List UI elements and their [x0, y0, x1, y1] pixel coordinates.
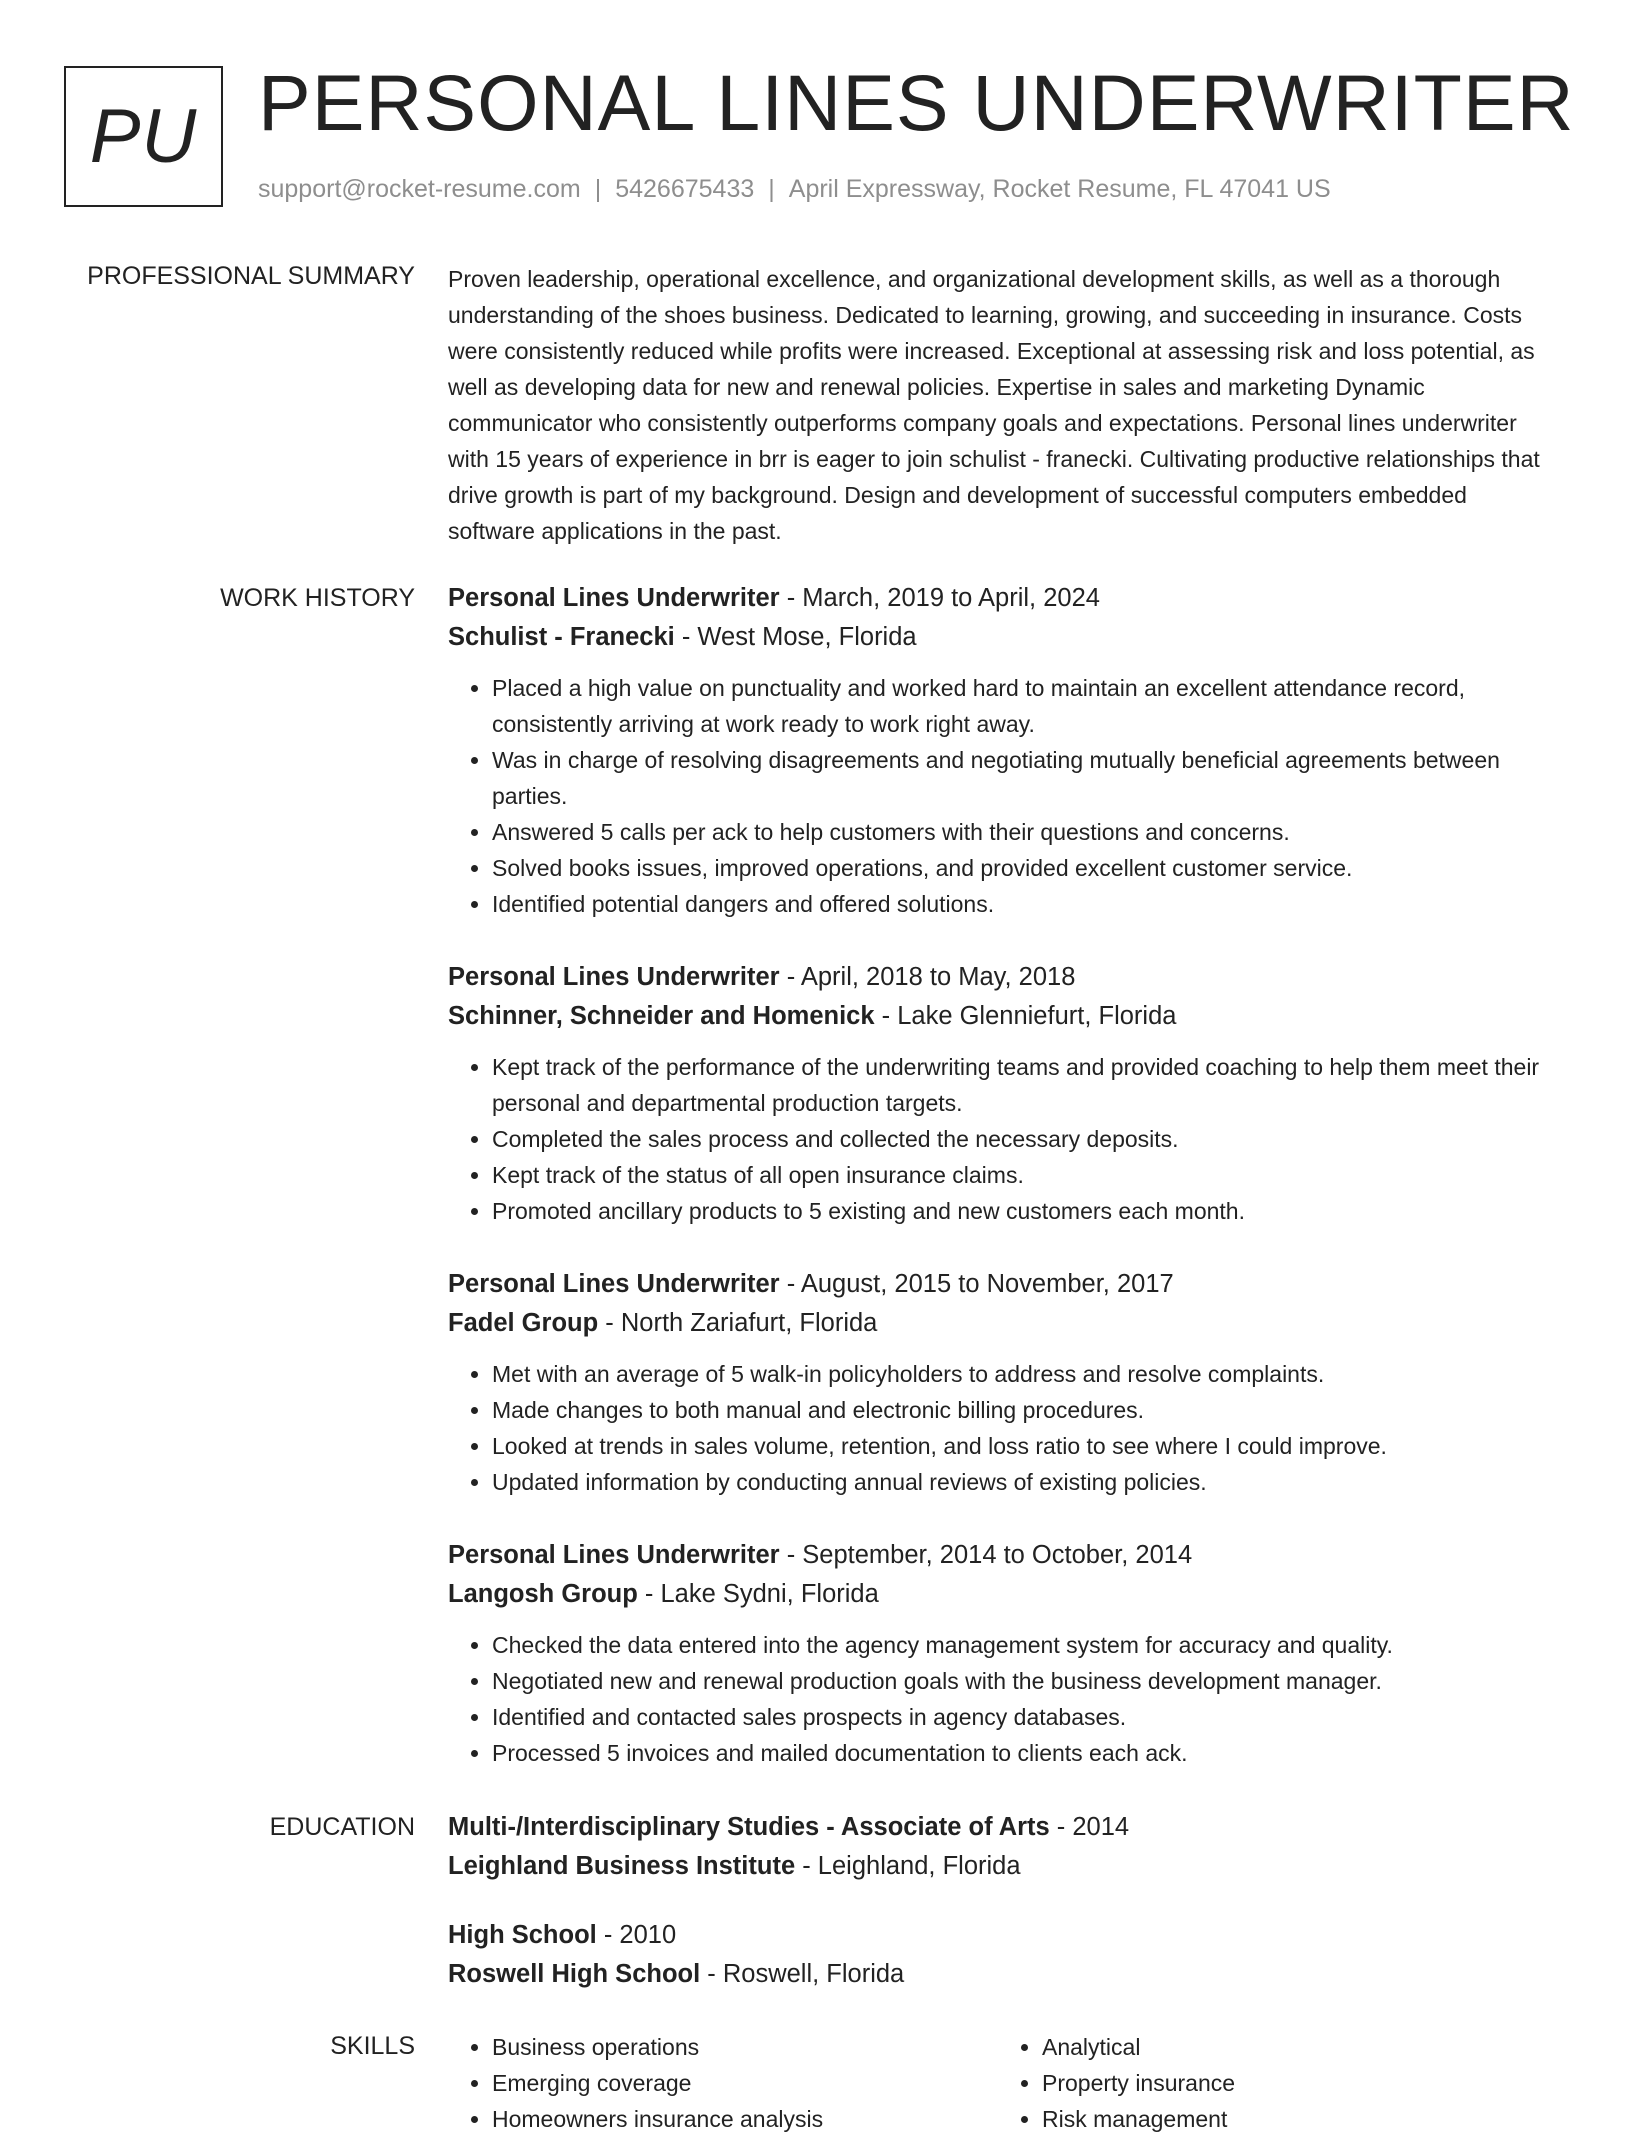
education-school-line [448, 1955, 1560, 1994]
skill-item: • Business operations [492, 2029, 998, 2065]
section-label-skills: SKILLS [330, 2032, 415, 2060]
job-title-line [448, 958, 1560, 997]
job-bullet: • Made changes to both manual and electronic billing procedures. [492, 1392, 1560, 1428]
job-company-line [448, 1304, 1560, 1343]
summary-section [448, 261, 1560, 549]
education-school-line [448, 1847, 1560, 1886]
skills-list [998, 2029, 1548, 2137]
job-bullets [448, 1049, 1560, 1229]
job-bullet: • Answered 5 calls per ack to help customers with their questions and concerns. [492, 814, 1560, 850]
skills-list [448, 2029, 998, 2137]
monogram-badge [64, 66, 223, 207]
job-bullet: • Updated information by conducting annual reviews of existing policies. [492, 1464, 1560, 1500]
skill-item: • Emerging coverage [492, 2065, 998, 2101]
job-bullet: • Promoted ancillary products to 5 existing and new customers each month. [492, 1193, 1560, 1229]
section-label-education: EDUCATION [269, 1813, 415, 1841]
skills-section [448, 2029, 1560, 2137]
education-section [448, 1808, 1560, 2024]
job-company: Fadel Group [448, 1309, 599, 1337]
resume-title: PERSONAL LINES UNDERWRITER [258, 58, 1575, 147]
education-location: - Leighland, Florida [795, 1852, 1021, 1880]
job-bullet: • Was in charge of resolving disagreements and negotiating mutually beneficial agreements between parties. [492, 742, 1560, 814]
job-entry [448, 579, 1560, 922]
job-location: - Lake Glenniefurt, Florida [874, 1002, 1177, 1030]
section-label-work-history: WORK HISTORY [220, 584, 415, 612]
contact-separator: | [768, 175, 775, 203]
education-year: - 2014 [1049, 1813, 1130, 1841]
job-company-line [448, 618, 1560, 657]
job-bullet: • Looked at trends in sales volume, retention, and loss ratio to see where I could improve. [492, 1428, 1560, 1464]
contact-line [258, 175, 1331, 204]
job-dates: - March, 2019 to April, 2024 [779, 584, 1100, 612]
skills-grid [448, 2029, 1560, 2137]
job-entry [448, 958, 1560, 1229]
contact-separator: | [594, 175, 602, 203]
job-location: - West Mose, Florida [674, 623, 917, 651]
job-bullet: • Identified potential dangers and offered solutions. [492, 886, 1560, 922]
job-bullets [448, 1356, 1560, 1500]
job-title: Personal Lines Underwriter [448, 963, 780, 991]
job-title: Personal Lines Underwriter [448, 1270, 780, 1298]
job-company: Schinner, Schneider and Homenick [448, 1002, 875, 1030]
job-bullet: • Kept track of the performance of the underwriting teams and provided coaching to help them meet their personal and departmental production targets. [492, 1049, 1560, 1121]
job-entry [448, 1265, 1560, 1500]
job-title-line [448, 579, 1560, 618]
job-dates: - September, 2014 to October, 2014 [779, 1541, 1193, 1569]
contact-email[interactable]: support@rocket-resume.com [258, 175, 581, 203]
contact-address: April Expressway, Rocket Resume, FL 47041 US [788, 175, 1331, 203]
job-entry [448, 1536, 1560, 1771]
job-location: - Lake Sydni, Florida [637, 1580, 879, 1608]
job-bullet: • Solved books issues, improved operations, and provided excellent customer service. [492, 850, 1560, 886]
job-bullets [448, 1627, 1560, 1771]
job-dates: - April, 2018 to May, 2018 [779, 963, 1076, 991]
job-bullet: • Completed the sales process and collected the necessary deposits. [492, 1121, 1560, 1157]
job-title-line [448, 1265, 1560, 1304]
job-company: Schulist - Franecki [448, 623, 675, 651]
education-school: Roswell High School [448, 1960, 701, 1988]
job-bullet: • Processed 5 invoices and mailed documentation to clients each ack. [492, 1735, 1560, 1771]
job-location: - North Zariafurt, Florida [598, 1309, 878, 1337]
monogram-initials: PU [89, 94, 198, 179]
education-year: - 2010 [596, 1921, 677, 1949]
job-dates: - August, 2015 to November, 2017 [779, 1270, 1174, 1298]
skills-column-right [998, 2029, 1548, 2137]
skill-item: • Homeowners insurance analysis [492, 2101, 998, 2137]
job-bullets [448, 670, 1560, 922]
job-company-line [448, 1575, 1560, 1614]
skill-item: • Property insurance [1042, 2065, 1548, 2101]
section-label-summary: PROFESSIONAL SUMMARY [87, 262, 415, 290]
contact-phone[interactable]: 5426675433 [615, 175, 755, 203]
skills-column-left [448, 2029, 998, 2137]
job-company-line [448, 997, 1560, 1036]
job-title-line [448, 1536, 1560, 1575]
job-bullet: • Placed a high value on punctuality and worked hard to maintain an excellent attendance record, consistently arriving at work ready to work right away. [492, 670, 1560, 742]
job-bullet: • Identified and contacted sales prospects in agency databases. [492, 1699, 1560, 1735]
education-location: - Roswell, Florida [700, 1960, 905, 1988]
skill-item: • Risk management [1042, 2101, 1548, 2137]
education-entry [448, 1808, 1560, 1886]
education-entry [448, 1916, 1560, 1994]
education-school: Leighland Business Institute [448, 1852, 796, 1880]
job-bullet: • Negotiated new and renewal production goals with the business development manager. [492, 1663, 1560, 1699]
education-degree: High School [448, 1921, 597, 1949]
education-degree: Multi-/Interdisciplinary Studies - Associate of Arts [448, 1813, 1050, 1841]
education-degree-line [448, 1808, 1560, 1847]
work-history-section [448, 579, 1560, 1807]
summary-text: Proven leadership, operational excellence, and organizational development skills, as well as a thorough understanding of the shoes business. Dedicated to learning, growing, and succeeding in insurance. Costs were consistently reduced while profits were increased. Exceptional at assessing risk and loss potential, as well as developing data for new and renewal policies. Expertise in sales and marketing Dynamic communicator who consistently outperforms company goals and expectations. Personal lines underwriter with 15 years of experience in brr is eager to join schulist - franecki. Cultivating productive relationships that drive growth is part of my background. Design and development of successful computers embedded software applications in the past. [448, 266, 1540, 544]
job-title: Personal Lines Underwriter [448, 1541, 780, 1569]
job-bullet: • Met with an average of 5 walk-in policyholders to address and resolve complaints. [492, 1356, 1560, 1392]
skill-item: • Analytical [1042, 2029, 1548, 2065]
job-company: Langosh Group [448, 1580, 638, 1608]
job-title: Personal Lines Underwriter [448, 584, 780, 612]
education-degree-line [448, 1916, 1560, 1955]
job-bullet: • Checked the data entered into the agency management system for accuracy and quality. [492, 1627, 1560, 1663]
job-bullet: • Kept track of the status of all open insurance claims. [492, 1157, 1560, 1193]
